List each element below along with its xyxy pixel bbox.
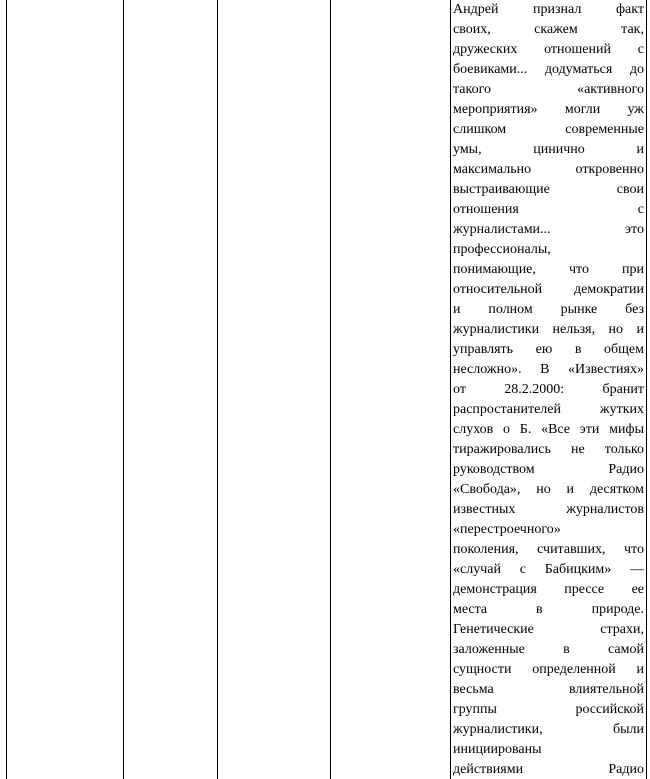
text-line: сущности определенной и [453, 662, 644, 677]
column-border [450, 0, 451, 779]
column-border [330, 0, 331, 779]
text-line: журналистики, были [453, 722, 644, 737]
text-line: действиями Радио [453, 762, 644, 777]
text-line: весьма влиятельной [453, 682, 644, 697]
text-line: слишком современные [453, 122, 644, 137]
text-line: управлять ею в общем [453, 342, 644, 357]
text-line: умы, цинично и [453, 142, 644, 157]
text-line: такого «активного [453, 82, 644, 97]
text-line: «случай с Бабицким» — [453, 562, 644, 577]
text-line: демонстрация прессе ее [453, 582, 644, 597]
text-line: Андрей признал факт [453, 2, 644, 17]
text-line: руководством Радио [453, 462, 644, 477]
text-line: выстраивающие свои [453, 182, 644, 197]
text-line: «перестроечного» [453, 522, 561, 537]
text-cell [453, 0, 644, 779]
text-line: отношения с [453, 202, 644, 217]
text-line: относительной демократии [453, 282, 644, 297]
text-line: группы российской [453, 702, 644, 717]
text-line: заложенные в самой [453, 642, 644, 657]
text-line: боевиками... додуматься до [453, 62, 644, 77]
text-line: инициированы [453, 742, 542, 757]
text-line: слухов о Б. «Все эти мифы [453, 422, 644, 437]
text-line: своих, скажем так, [453, 22, 644, 37]
text-line: дружеских отношений с [453, 42, 644, 57]
text-line: тиражировались не только [453, 442, 644, 457]
column-border [646, 0, 647, 779]
text-line: места в природе. [453, 602, 644, 617]
text-line: мероприятия» могли уж [453, 102, 644, 117]
text-line: от 28.2.2000: бранит [453, 382, 644, 397]
text-line: максимально откровенно [453, 162, 644, 177]
text-line: и полном рынке без [453, 302, 644, 317]
text-line: журналистами... это [453, 222, 644, 237]
text-line: поколения, считавших, что [453, 542, 644, 557]
text-line: «Свобода», но и десятком [453, 482, 644, 497]
text-line: понимающие, что при [453, 262, 644, 277]
column-border [123, 0, 124, 779]
column-border [217, 0, 218, 779]
text-line: профессионалы, [453, 242, 551, 257]
text-line: Генетические страхи, [453, 622, 644, 637]
text-line: распростанителей жутких [453, 402, 644, 417]
text-line: известных журналистов [453, 502, 644, 517]
column-border [6, 0, 7, 779]
text-line: несложно». В «Известиях» [453, 362, 644, 377]
text-line: журналистики нельзя, но и [453, 322, 644, 337]
